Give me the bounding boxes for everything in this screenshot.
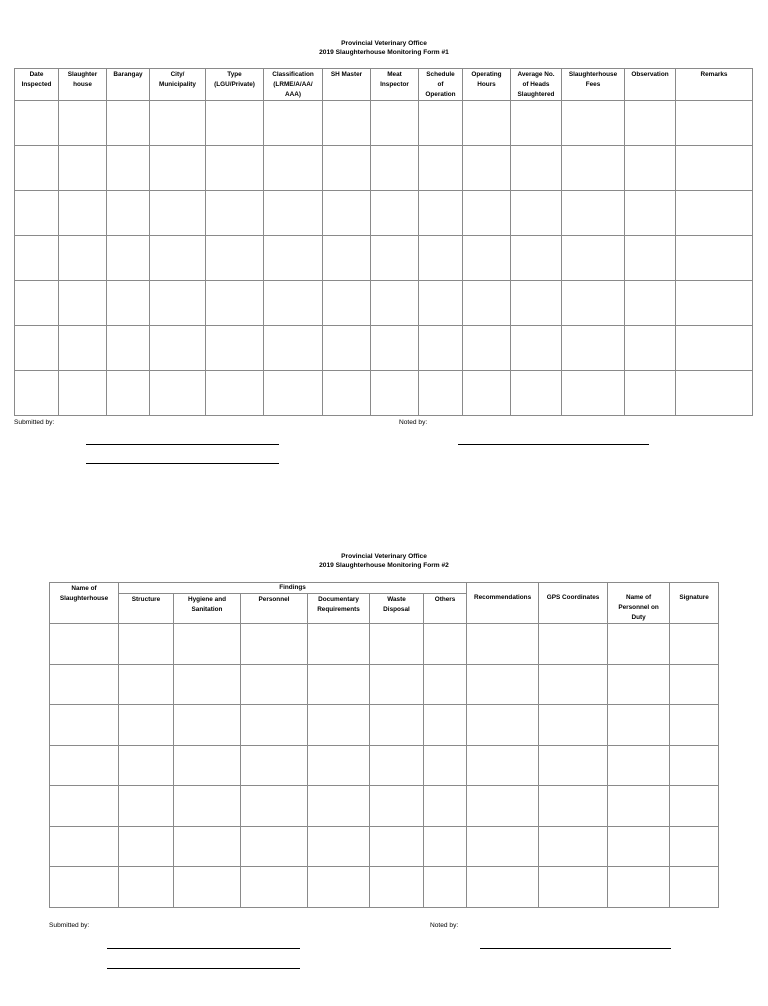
form2-table-cell[interactable] xyxy=(670,786,719,827)
form2-table-cell[interactable] xyxy=(467,624,539,665)
form1-table-cell[interactable] xyxy=(150,101,206,146)
form1-header-type xyxy=(206,69,264,101)
form2-header-signature xyxy=(670,583,719,624)
form2-header-row-top xyxy=(50,583,719,594)
form1-table-cell[interactable] xyxy=(511,236,562,281)
form1-table-cell[interactable] xyxy=(107,281,150,326)
form1-table-cell[interactable] xyxy=(264,146,323,191)
form2-table-row xyxy=(50,664,719,705)
form2-table-cell[interactable] xyxy=(424,624,467,665)
form2-table-cell[interactable] xyxy=(608,826,670,867)
form2-header-hygiene-line: Sanitation xyxy=(191,606,223,613)
form1-header-fees-line: Slaughterhouse xyxy=(568,71,618,78)
form2-header-gps-line: GPS Coordinates xyxy=(546,594,600,601)
form1-table-row xyxy=(15,101,753,146)
form2-header-name-of-slaughterhouse xyxy=(50,583,119,624)
form1-table-cell[interactable] xyxy=(371,281,419,326)
form1-table-cell[interactable] xyxy=(511,326,562,371)
form2-submitted-signature-line-1 xyxy=(107,948,300,949)
form1-header-observation-line: Observation xyxy=(631,71,669,78)
form1-header-operating-hours xyxy=(463,69,511,101)
form2-header-waste-line: Disposal xyxy=(383,606,410,613)
form2-header-hygiene-line: Hygiene and xyxy=(188,596,226,603)
form1-table-cell[interactable] xyxy=(676,371,753,416)
form2-table-row xyxy=(50,705,719,746)
form1-table-cell[interactable] xyxy=(107,146,150,191)
form1-header-date xyxy=(15,69,59,101)
form1-header-schedule-line: of xyxy=(437,81,444,88)
form1-table-cell[interactable] xyxy=(107,236,150,281)
form2-table-cell[interactable] xyxy=(308,624,370,665)
form1-table-cell[interactable] xyxy=(625,101,676,146)
form2-table-cell[interactable] xyxy=(670,745,719,786)
form1-table-cell[interactable] xyxy=(323,146,371,191)
form1-header-type-line: Type xyxy=(227,71,242,78)
form1-table-cell[interactable] xyxy=(371,191,419,236)
form1-table-cell[interactable] xyxy=(150,326,206,371)
form2-table-cell[interactable] xyxy=(539,624,608,665)
form2-table-cell[interactable] xyxy=(539,664,608,705)
form1-header-city-line: City/ xyxy=(170,71,185,78)
form2-table-cell[interactable] xyxy=(50,745,119,786)
form2-table-cell[interactable] xyxy=(539,826,608,867)
form1-table-cell[interactable] xyxy=(59,146,107,191)
form2-table-cell[interactable] xyxy=(119,867,174,908)
form2-table-cell[interactable] xyxy=(50,867,119,908)
form2-table-cell[interactable] xyxy=(370,664,424,705)
form1-header-average-heads-line: Average No. xyxy=(517,71,555,78)
form1-header-barangay xyxy=(107,69,150,101)
form1-header-slaughterhouse-line: Slaughter xyxy=(67,71,98,78)
form1-table-cell[interactable] xyxy=(264,236,323,281)
form2-table-cell[interactable] xyxy=(308,786,370,827)
form2-header-personnel xyxy=(241,594,308,624)
form1-table-cell[interactable] xyxy=(371,101,419,146)
form1-header-date-line: Inspected xyxy=(21,81,52,88)
form1-table-cell[interactable] xyxy=(562,101,625,146)
form2-header-documentary-line: Documentary xyxy=(318,596,359,603)
form1-table-cell[interactable] xyxy=(323,326,371,371)
form1-table-cell[interactable] xyxy=(15,371,59,416)
form1-table-cell[interactable] xyxy=(323,101,371,146)
form2-table-cell[interactable] xyxy=(308,867,370,908)
form1-table-cell[interactable] xyxy=(150,371,206,416)
form1-header-date-line: Date xyxy=(29,71,44,78)
form2-table-cell[interactable] xyxy=(608,745,670,786)
form1-table-cell[interactable] xyxy=(107,101,150,146)
form2-header-documentary-line: Requirements xyxy=(317,606,360,613)
form2-header-personnel-on-duty-line: Duty xyxy=(631,614,646,621)
form1-table-cell[interactable] xyxy=(15,191,59,236)
form1-table-cell[interactable] xyxy=(107,371,150,416)
form1-table-cell[interactable] xyxy=(562,146,625,191)
form1-table-cell[interactable] xyxy=(264,101,323,146)
form2-table-row xyxy=(50,745,719,786)
form2-table-cell[interactable] xyxy=(424,664,467,705)
form1-table-cell[interactable] xyxy=(15,281,59,326)
form1-table-cell[interactable] xyxy=(206,101,264,146)
form2-table-cell[interactable] xyxy=(467,867,539,908)
form1-header-sh-master-line: SH Master xyxy=(330,71,363,78)
form2-header-others xyxy=(424,594,467,624)
form1-header-city xyxy=(150,69,206,101)
form2-header-documentary xyxy=(308,594,370,624)
form1-table-cell[interactable] xyxy=(676,326,753,371)
form1-table-cell[interactable] xyxy=(264,326,323,371)
form2-header-recommendations-line: Recommendations xyxy=(473,594,532,601)
form1-table-cell[interactable] xyxy=(371,146,419,191)
form1-table-cell[interactable] xyxy=(206,191,264,236)
form1-header-classification-line: Classification xyxy=(272,71,314,78)
form1-table-cell[interactable] xyxy=(511,191,562,236)
form1-table-cell[interactable] xyxy=(206,146,264,191)
form1-table-cell[interactable] xyxy=(264,191,323,236)
form1-header-remarks xyxy=(676,69,753,101)
form1-table-cell[interactable] xyxy=(625,326,676,371)
form2-table-cell[interactable] xyxy=(119,745,174,786)
form1-table-row xyxy=(15,236,753,281)
form1-table-cell[interactable] xyxy=(562,371,625,416)
form1-table-cell[interactable] xyxy=(463,326,511,371)
form1-table-cell[interactable] xyxy=(562,326,625,371)
form1-table-row xyxy=(15,191,753,236)
form2-table-cell[interactable] xyxy=(241,786,308,827)
form2-table-row xyxy=(50,624,719,665)
form1-header-schedule-line: Operation xyxy=(425,91,456,98)
form2-table-cell[interactable] xyxy=(119,826,174,867)
form2-table-cell[interactable] xyxy=(308,826,370,867)
form2-table-cell[interactable] xyxy=(539,786,608,827)
form1-table-cell[interactable] xyxy=(323,281,371,326)
form2-table-cell[interactable] xyxy=(119,664,174,705)
form1-header-barangay-line: Barangay xyxy=(113,71,143,78)
form2-submitted-signature-line-2 xyxy=(107,968,300,969)
form2-table-cell[interactable] xyxy=(670,624,719,665)
form1-table-cell[interactable] xyxy=(511,281,562,326)
form2-header-structure-line: Structure xyxy=(131,596,161,603)
form1-header-operating-hours-line: Operating xyxy=(471,71,502,78)
form1-table-cell[interactable] xyxy=(463,236,511,281)
form2-header-waste xyxy=(370,594,424,624)
form2-table-cell[interactable] xyxy=(119,624,174,665)
form1-table-cell[interactable] xyxy=(511,146,562,191)
form2-table-cell[interactable] xyxy=(50,705,119,746)
form2-table-cell[interactable] xyxy=(241,826,308,867)
form1-header-fees-line: Fees xyxy=(585,81,601,88)
form2-header-recommendations xyxy=(467,583,539,624)
form2-table-cell[interactable] xyxy=(370,826,424,867)
form2-table-cell[interactable] xyxy=(467,664,539,705)
form1-table-cell[interactable] xyxy=(676,146,753,191)
form1-table-cell[interactable] xyxy=(562,191,625,236)
form1-header-city-line: Municipality xyxy=(159,81,196,88)
form2-table-cell[interactable] xyxy=(608,624,670,665)
form1-table-cell[interactable] xyxy=(419,146,463,191)
form1-table-cell[interactable] xyxy=(511,371,562,416)
form1-title: 2019 Slaughterhouse Monitoring Form #1 xyxy=(319,49,449,56)
form2-table-cell[interactable] xyxy=(241,624,308,665)
form1-table-cell[interactable] xyxy=(419,101,463,146)
form1-table-cell[interactable] xyxy=(264,281,323,326)
form2-table-cell[interactable] xyxy=(370,867,424,908)
form1-table-row xyxy=(15,146,753,191)
form1-table-cell[interactable] xyxy=(150,191,206,236)
form1-table-cell[interactable] xyxy=(15,101,59,146)
form2-table-cell[interactable] xyxy=(539,867,608,908)
form1-table-cell[interactable] xyxy=(150,281,206,326)
form1-header-slaughterhouse-line: house xyxy=(73,81,92,88)
form1-table-cell[interactable] xyxy=(676,101,753,146)
form2-table-row xyxy=(50,867,719,908)
form2-table-cell[interactable] xyxy=(424,826,467,867)
form1-table-cell[interactable] xyxy=(323,371,371,416)
form2-table-cell[interactable] xyxy=(308,705,370,746)
form1-header-meat-inspector xyxy=(371,69,419,101)
form1-table-cell[interactable] xyxy=(562,236,625,281)
form1-table-cell[interactable] xyxy=(419,281,463,326)
form2-table-cell[interactable] xyxy=(539,705,608,746)
form1-table-cell[interactable] xyxy=(206,281,264,326)
form1-table-cell[interactable] xyxy=(463,101,511,146)
form1-table-cell[interactable] xyxy=(59,191,107,236)
form2-table-cell[interactable] xyxy=(608,786,670,827)
form2-table-cell[interactable] xyxy=(241,664,308,705)
form2-table-cell[interactable] xyxy=(174,664,241,705)
form1-table-row xyxy=(15,281,753,326)
form1-table-cell[interactable] xyxy=(323,191,371,236)
form2-header-personnel-line: Personnel xyxy=(258,596,290,603)
form2-office-heading: Provincial Veterinary Office xyxy=(341,553,427,560)
form2-header-name-of-slaughterhouse-line: Name of xyxy=(71,585,97,592)
form2-noted-by-label: Noted by: xyxy=(430,922,459,929)
form1-header-schedule xyxy=(419,69,463,101)
form1-table-cell[interactable] xyxy=(511,101,562,146)
form2-table-cell[interactable] xyxy=(670,826,719,867)
form1-table-cell[interactable] xyxy=(59,371,107,416)
form1-header-meat-inspector-line: Inspector xyxy=(380,81,409,88)
form1-header-classification xyxy=(264,69,323,101)
form1-table-cell[interactable] xyxy=(59,326,107,371)
form1-table-cell[interactable] xyxy=(463,281,511,326)
form2-table-cell[interactable] xyxy=(539,745,608,786)
form1-header-schedule-line: Schedule xyxy=(426,71,455,78)
form1-table-cell[interactable] xyxy=(107,191,150,236)
form1-table-cell[interactable] xyxy=(206,326,264,371)
form2-table-cell[interactable] xyxy=(50,664,119,705)
form1-header-meat-inspector-line: Meat xyxy=(387,71,402,78)
form2-table-cell[interactable] xyxy=(370,745,424,786)
form2-table-cell[interactable] xyxy=(424,867,467,908)
form2-table-cell[interactable] xyxy=(424,745,467,786)
form2-table-cell[interactable] xyxy=(370,624,424,665)
form2-table-cell[interactable] xyxy=(370,786,424,827)
form2-table xyxy=(49,582,719,908)
form2-header-waste-line: Waste xyxy=(387,596,406,603)
form2-table-cell[interactable] xyxy=(241,745,308,786)
form2-table-cell[interactable] xyxy=(174,745,241,786)
form2-table-cell[interactable] xyxy=(119,786,174,827)
form1-table-cell[interactable] xyxy=(625,236,676,281)
form1-header-observation xyxy=(625,69,676,101)
form1-office-heading: Provincial Veterinary Office xyxy=(341,40,427,47)
form2-header-findings: Findings xyxy=(119,583,467,594)
form1-header-slaughterhouse xyxy=(59,69,107,101)
form1-table-cell[interactable] xyxy=(419,326,463,371)
form1-table-cell[interactable] xyxy=(463,146,511,191)
form2-table-cell[interactable] xyxy=(50,786,119,827)
form2-table-cell[interactable] xyxy=(241,705,308,746)
form1-submitted-signature-line-1 xyxy=(86,444,279,445)
form2-header-structure xyxy=(119,594,174,624)
form2-header-hygiene xyxy=(174,594,241,624)
form2-table-cell[interactable] xyxy=(467,826,539,867)
form2-table-cell[interactable] xyxy=(50,624,119,665)
form1-table-cell[interactable] xyxy=(625,191,676,236)
form1-table-cell[interactable] xyxy=(562,281,625,326)
form1-table-cell[interactable] xyxy=(625,146,676,191)
form1-noted-signature-line xyxy=(458,444,649,445)
form2-table-cell[interactable] xyxy=(608,867,670,908)
form1-table-row xyxy=(15,326,753,371)
form2-table-cell[interactable] xyxy=(174,624,241,665)
form1-table-cell[interactable] xyxy=(463,371,511,416)
form2-table-cell[interactable] xyxy=(670,664,719,705)
form1-header-classification-line: (LRME/A/AA/ xyxy=(273,81,313,88)
form1-table-cell[interactable] xyxy=(150,146,206,191)
form1-table-cell[interactable] xyxy=(419,371,463,416)
form2-table-cell[interactable] xyxy=(174,786,241,827)
form1-table-cell[interactable] xyxy=(419,236,463,281)
form1-noted-by-label: Noted by: xyxy=(399,419,428,426)
form2-table-cell[interactable] xyxy=(424,786,467,827)
form1-table xyxy=(14,68,753,416)
form2-noted-signature-line xyxy=(480,948,671,949)
form1-header-row xyxy=(15,69,753,101)
form1-table-cell[interactable] xyxy=(323,236,371,281)
form2-header-gps xyxy=(539,583,608,624)
form1-table-cell[interactable] xyxy=(15,236,59,281)
form2-table-cell[interactable] xyxy=(370,705,424,746)
form2-table-cell[interactable] xyxy=(424,705,467,746)
form1-header-remarks-line: Remarks xyxy=(700,71,728,78)
form1-table-cell[interactable] xyxy=(676,236,753,281)
form1-header-type-line: (LGU/Private) xyxy=(214,81,255,88)
form2-table-cell[interactable] xyxy=(308,745,370,786)
form2-table-cell[interactable] xyxy=(241,867,308,908)
form2-table-cell[interactable] xyxy=(467,786,539,827)
form2-header-name-of-slaughterhouse-line: Slaughterhouse xyxy=(59,595,109,602)
form1-table-cell[interactable] xyxy=(15,146,59,191)
form2-table-cell[interactable] xyxy=(174,705,241,746)
form1-table-cell[interactable] xyxy=(676,281,753,326)
form1-table-cell[interactable] xyxy=(59,236,107,281)
form1-header-operating-hours-line: Hours xyxy=(477,81,496,88)
form1-table-cell[interactable] xyxy=(264,371,323,416)
form2-header-others-line: Others xyxy=(434,596,456,603)
form1-header-fees xyxy=(562,69,625,101)
form2-table-row xyxy=(50,786,719,827)
form1-table-cell[interactable] xyxy=(625,371,676,416)
form1-table-cell[interactable] xyxy=(625,281,676,326)
form2-table-cell[interactable] xyxy=(174,826,241,867)
form2-table-cell[interactable] xyxy=(467,745,539,786)
form2-table-cell[interactable] xyxy=(308,664,370,705)
form2-table-cell[interactable] xyxy=(174,867,241,908)
form2-table-cell[interactable] xyxy=(670,705,719,746)
form1-table-cell[interactable] xyxy=(419,191,463,236)
form1-header-average-heads-line: Slaughtered xyxy=(517,91,555,98)
form2-header-personnel-on-duty-line: Name of xyxy=(625,594,652,601)
form2-table-row xyxy=(50,826,719,867)
form1-table-cell[interactable] xyxy=(206,371,264,416)
form2-table-cell[interactable] xyxy=(50,826,119,867)
form1-header-classification-line: AAA) xyxy=(285,91,301,98)
form2-table-cell[interactable] xyxy=(608,664,670,705)
form1-table-cell[interactable] xyxy=(59,101,107,146)
form1-submitted-signature-line-2 xyxy=(86,463,279,464)
form2-table-cell[interactable] xyxy=(670,867,719,908)
form1-submitted-by-label: Submitted by: xyxy=(14,419,55,426)
form1-table-cell[interactable] xyxy=(371,326,419,371)
form1-table-cell[interactable] xyxy=(59,281,107,326)
form1-header-average-heads xyxy=(511,69,562,101)
form1-table-cell[interactable] xyxy=(371,236,419,281)
form1-table-cell[interactable] xyxy=(463,191,511,236)
form1-header-sh-master xyxy=(323,69,371,101)
form2-table-cell[interactable] xyxy=(608,705,670,746)
form1-table-cell[interactable] xyxy=(676,191,753,236)
form1-table-cell[interactable] xyxy=(150,236,206,281)
form2-header-signature-line: Signature xyxy=(679,594,709,601)
form2-header-personnel-on-duty xyxy=(608,583,670,624)
form1-table-cell[interactable] xyxy=(107,326,150,371)
form2-table-cell[interactable] xyxy=(119,705,174,746)
form1-header-average-heads-line: of Heads xyxy=(522,81,550,88)
form2-submitted-by-label: Submitted by: xyxy=(49,922,90,929)
form1-table-cell[interactable] xyxy=(15,326,59,371)
form2-table-cell[interactable] xyxy=(467,705,539,746)
form2-title: 2019 Slaughterhouse Monitoring Form #2 xyxy=(319,562,449,569)
form1-table-row xyxy=(15,371,753,416)
form1-table-cell[interactable] xyxy=(371,371,419,416)
form1-table-cell[interactable] xyxy=(206,236,264,281)
form2-header-personnel-on-duty-line: Personnel on xyxy=(618,604,659,611)
